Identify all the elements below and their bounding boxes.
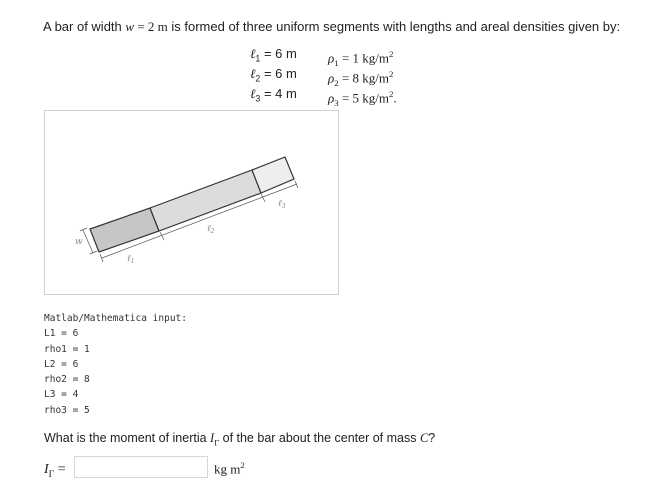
bar-diagram-svg [45, 111, 338, 294]
length-dimension-tick [261, 194, 265, 202]
question-text: What is the moment of inertia $I_\Gamma$ of the bar about the center of mass C? [44, 431, 436, 448]
width-dimension-tick [90, 251, 97, 254]
code-line: rho2 = 8 [44, 374, 90, 386]
length-equation: ℓ$_2$ = 6 m [250, 66, 297, 84]
code-line: L2 = 6 [44, 358, 79, 370]
segment-1-label: ℓ$_1$ [127, 254, 135, 265]
segment-2-label: ℓ$_2$ [207, 224, 215, 235]
answer-label: $I_\Gamma$ = [44, 462, 66, 480]
answer-input[interactable] [74, 456, 208, 478]
matlab-input-block [44, 311, 187, 418]
length-equation: ℓ$_3$ = 4 m [250, 86, 297, 104]
width-label: w [75, 237, 83, 247]
code-line: rho1 = 1 [44, 343, 90, 355]
density-equation: $\rho_2 = 8$ $kg/m^2$ [328, 69, 394, 88]
code-line: rho3 = 5 [44, 404, 90, 416]
code-line: L1 = 6 [44, 328, 79, 340]
problem-statement: A bar of width w = 2 m is formed of three uniform segments with lengths and areal densities given by: [43, 19, 621, 34]
code-heading: Matlab/Mathematica input: [44, 313, 187, 324]
length-equation: ℓ$_1$ = 6 m [250, 46, 297, 64]
bar-diagram [44, 110, 339, 295]
density-equation: $\rho_1 = 1$ $kg/m^2$ [328, 49, 394, 68]
code-line: L3 = 4 [44, 389, 79, 401]
segment-3-label: ℓ$_3$ [278, 199, 286, 210]
bar-segment-2 [150, 170, 261, 231]
answer-unit: kg $m^2$ [214, 460, 245, 477]
density-equation: $\rho_3 = 5$ $kg/m^2$. [328, 89, 397, 108]
bar-segment-1 [90, 208, 159, 252]
